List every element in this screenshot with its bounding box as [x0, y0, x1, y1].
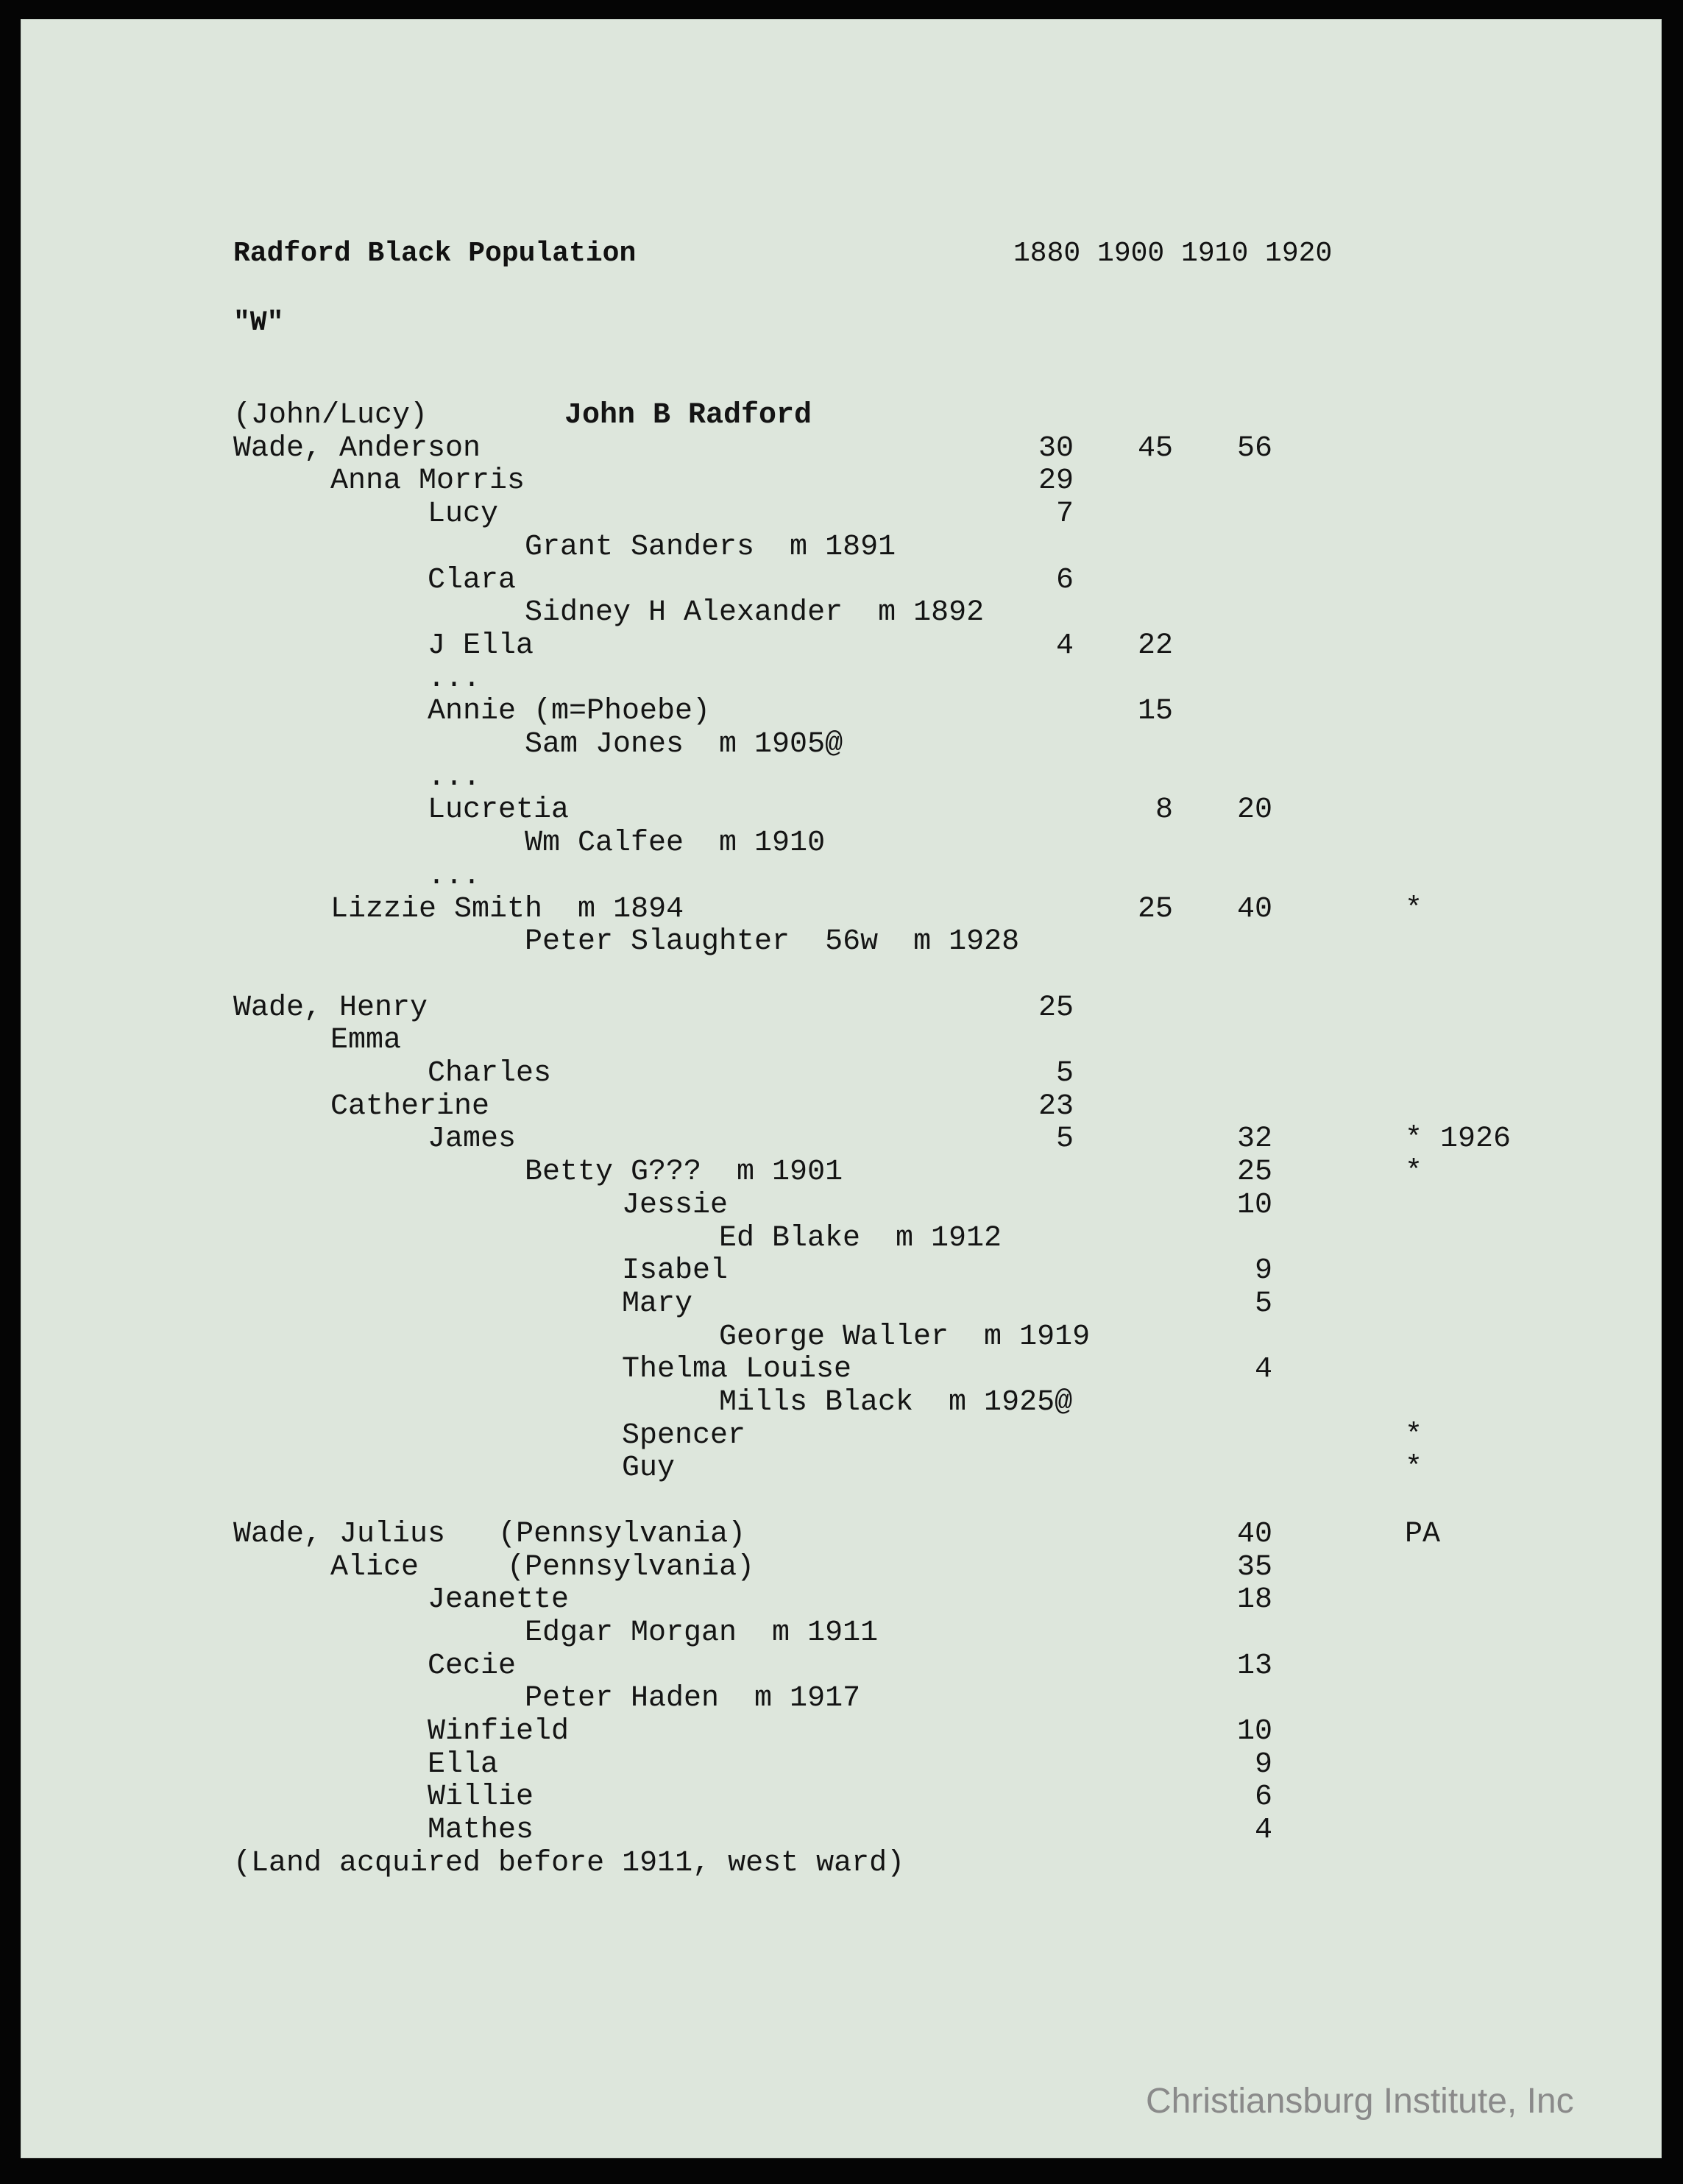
- age-1920: *: [1405, 1418, 1423, 1452]
- age-1910: 56: [1236, 431, 1272, 465]
- record-line: [21, 1288, 1661, 1321]
- person-name: ...: [428, 859, 481, 893]
- record-line: [21, 663, 1661, 696]
- age-1910: 4: [1254, 1814, 1272, 1848]
- person-name: Wade, Anderson: [233, 431, 481, 465]
- age-1910: 13: [1236, 1649, 1272, 1683]
- record-line: [21, 1354, 1661, 1386]
- record-line: [21, 465, 1661, 498]
- age-1900: 15: [1137, 695, 1173, 729]
- age-1900: 45: [1137, 431, 1173, 465]
- record-line: [21, 498, 1661, 531]
- record-line: [21, 1387, 1661, 1419]
- person-name: Catherine: [330, 1089, 490, 1123]
- record-line: [21, 1781, 1661, 1814]
- record-line: [21, 762, 1661, 794]
- person-name: (John/Lucy): [233, 399, 428, 432]
- record-line: [21, 926, 1661, 958]
- record-line: [21, 400, 1661, 432]
- record-line: [21, 1025, 1661, 1057]
- owner-name: John B Radford: [564, 399, 812, 432]
- person-name: Alice (Pennsylvania): [330, 1550, 755, 1584]
- age-1920: * 1926: [1405, 1123, 1512, 1156]
- record-line: [21, 1749, 1661, 1781]
- record-line: [21, 1519, 1661, 1551]
- age-1880: 25: [1038, 991, 1074, 1025]
- person-name: Peter Haden m 1917: [525, 1682, 861, 1716]
- person-name: Thelma Louise: [622, 1353, 852, 1387]
- age-1880: 5: [1055, 1123, 1074, 1156]
- age-1920: *: [1405, 1156, 1423, 1190]
- person-name: Cecie: [428, 1649, 517, 1683]
- person-name: Jeanette: [428, 1583, 570, 1617]
- record-line: [21, 1848, 1661, 1880]
- person-name: Lucy: [428, 498, 499, 531]
- record-line: [21, 1058, 1661, 1090]
- record-line: [21, 827, 1661, 860]
- record-line: [21, 1255, 1661, 1287]
- record-line: [21, 696, 1661, 728]
- age-1880: 23: [1038, 1089, 1074, 1123]
- age-1910: 6: [1254, 1781, 1272, 1814]
- age-1880: 4: [1055, 629, 1074, 662]
- record-line: [21, 1584, 1661, 1616]
- age-1880: 5: [1055, 1057, 1074, 1090]
- person-name: James: [428, 1123, 517, 1156]
- person-name: Annie (m=Phoebe): [428, 695, 711, 729]
- person-name: Sam Jones m 1905@: [525, 728, 843, 761]
- person-name: Betty G??? m 1901: [525, 1156, 843, 1190]
- person-name: Mathes: [428, 1814, 534, 1848]
- record-line: [21, 1223, 1661, 1255]
- record-line: [21, 729, 1661, 761]
- person-name: Charles: [428, 1057, 552, 1090]
- person-name: Clara: [428, 563, 517, 597]
- person-name: (Land acquired before 1911, west ward): [233, 1846, 905, 1880]
- person-name: Anna Morris: [330, 464, 525, 498]
- person-name: Sidney H Alexander m 1892: [525, 596, 985, 630]
- record-line: [21, 1650, 1661, 1683]
- age-1910: 20: [1236, 794, 1272, 827]
- person-name: Jessie: [622, 1188, 729, 1222]
- person-name: Ed Blake m 1912: [719, 1221, 1002, 1255]
- person-name: Guy: [622, 1452, 676, 1485]
- age-1920: *: [1405, 1452, 1423, 1485]
- record-line: [21, 1420, 1661, 1452]
- age-1910: 35: [1236, 1550, 1272, 1584]
- record-line: [21, 1091, 1661, 1123]
- record-line: [21, 1814, 1661, 1847]
- age-1880: 29: [1038, 464, 1074, 498]
- person-name: Wm Calfee m 1910: [525, 827, 826, 860]
- record-line: [21, 565, 1661, 597]
- person-name: Mills Black m 1925@: [719, 1386, 1073, 1419]
- age-1910: 10: [1236, 1715, 1272, 1748]
- age-1900: 8: [1155, 794, 1173, 827]
- record-line: [21, 630, 1661, 662]
- age-1910: 5: [1254, 1287, 1272, 1321]
- person-name: J Ella: [428, 629, 534, 662]
- record-line: [21, 1617, 1661, 1650]
- person-name: Isabel: [622, 1254, 729, 1288]
- record-line: [21, 860, 1661, 893]
- age-1910: 32: [1236, 1123, 1272, 1156]
- page-title: Radford Black Population: [233, 238, 637, 269]
- person-name: ...: [428, 760, 481, 794]
- age-1910: 10: [1236, 1188, 1272, 1222]
- age-1880: 7: [1055, 498, 1074, 531]
- age-1910: 9: [1254, 1747, 1272, 1781]
- record-line: [21, 794, 1661, 827]
- person-name: Edgar Morgan m 1911: [525, 1616, 879, 1650]
- person-name: Lucretia: [428, 794, 570, 827]
- person-name: ...: [428, 662, 481, 696]
- record-line: [21, 1321, 1661, 1354]
- person-name: Grant Sanders m 1891: [525, 530, 896, 564]
- person-name: Mary: [622, 1287, 693, 1321]
- person-name: Wade, Henry: [233, 991, 428, 1025]
- age-1900: 25: [1137, 892, 1173, 926]
- record-line: [21, 433, 1661, 465]
- age-1920: *: [1405, 892, 1423, 926]
- person-name: George Waller m 1919: [719, 1320, 1091, 1354]
- record-line: [21, 1552, 1661, 1584]
- age-1900: 22: [1137, 629, 1173, 662]
- watermark-text: Christiansburg Institute, Inc: [1146, 2082, 1574, 2121]
- person-name: Spencer: [622, 1418, 746, 1452]
- age-1880: 30: [1038, 431, 1074, 465]
- record-line: [21, 894, 1661, 926]
- record-line: [21, 597, 1661, 629]
- person-name: Peter Slaughter 56w m 1928: [525, 925, 1020, 959]
- person-name: Winfield: [428, 1715, 570, 1748]
- year-column-headers: 1880 1900 1910 1920: [1013, 238, 1333, 269]
- person-name: Ella: [428, 1747, 499, 1781]
- age-1910: 25: [1236, 1156, 1272, 1190]
- record-line: [21, 1452, 1661, 1485]
- record-line: [21, 1716, 1661, 1748]
- age-1910: 40: [1236, 892, 1272, 926]
- person-name: Willie: [428, 1781, 534, 1814]
- record-line: [21, 992, 1661, 1025]
- record-line: [21, 1156, 1661, 1189]
- age-1910: 4: [1254, 1353, 1272, 1387]
- person-name: Emma: [330, 1024, 402, 1058]
- record-line: [21, 1190, 1661, 1222]
- age-1880: 6: [1055, 563, 1074, 597]
- age-1910: 9: [1254, 1254, 1272, 1288]
- age-1910: 40: [1236, 1517, 1272, 1551]
- person-name: Lizzie Smith m 1894: [330, 892, 684, 926]
- age-1920: PA: [1405, 1517, 1441, 1551]
- record-line: [21, 1123, 1661, 1156]
- age-1910: 18: [1236, 1583, 1272, 1617]
- document-page: [21, 19, 1662, 2158]
- record-line: [21, 531, 1661, 564]
- record-line: [21, 1683, 1661, 1715]
- section-letter: "W": [233, 307, 284, 339]
- person-name: Wade, Julius (Pennsylvania): [233, 1517, 746, 1551]
